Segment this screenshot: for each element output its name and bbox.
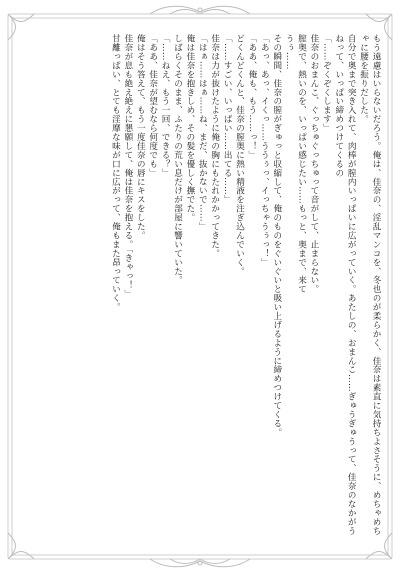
paragraph: 「……すごい、いっぱい……出てる……」: [222, 34, 233, 205]
paragraph: 自分で奥まで突き入れて、肉棒が膣内いっぱいに広がっていく。あたしの、おまんこ……ぎゅうぎゅうって、佳奈のなかがうねって、いっぱい締めつけてくるの: [333, 34, 357, 536]
paragraph: 俺は佳奈を抱きしめ、その髪を優しく撫でた。: [184, 34, 195, 222]
bottom-ornament: [150, 559, 250, 567]
paragraph: 「ああ、俺も、もう……っ！」: [246, 34, 257, 160]
paragraph: 「……ぞくぞくします」: [321, 34, 332, 133]
paragraph: 佳奈のおまんこ、ぐっちゅぐっちゅって音がして、止まらない。: [308, 34, 319, 294]
top-ornament: [150, 6, 250, 14]
paragraph: うぅ……: [284, 34, 295, 70]
paragraph: 俺はそう答えて、もう一度佳奈の唇にキスをした。: [135, 34, 146, 240]
paragraph: その瞬間、佳奈の膣がぎゅっと収縮して、俺のものをぐいぐいと吸い上げるように締めつけてくる。: [271, 34, 282, 437]
paragraph: 「……ねえ、もう一回、できる？」: [160, 34, 171, 178]
paragraph: 膣奥で、熱いのを、いっぱい感じたい……もっと、奥まで、来て: [296, 34, 307, 294]
paragraph: 「あっ、あっ、イくっ……ううぅっ、イっちゃうぅっ！」: [259, 34, 270, 267]
paragraph: 佳奈が息も絶え絶えに懇願して、俺は佳奈を抱える。「きゃっ！」: [122, 34, 133, 299]
paragraph: 「はぁ……はぁ……ね、まだ、抜かないで……」: [197, 34, 208, 231]
paragraph: もう遠慮はいらないだろう。俺は、佳奈の、淫乱マンコを、冬也のが柔らかく、佳奈は素直に気持ちよさそうに、めちゃめちゃに腰を振りだした。: [358, 34, 381, 536]
paragraph: しばらくそのまま、ふたりの荒い息だけが部屋に響いていた。: [172, 34, 183, 285]
vertical-text-body: [18, 34, 382, 540]
paragraph: どくんどくんと、佳奈の膣奥に熱い精液を注ぎ込んでいく。: [234, 34, 245, 276]
paragraph: 「ああ、佳奈が望むなら何度でも」: [147, 34, 158, 178]
paragraph: 甘離っぱい、とても淫靡な味が口に広がって、俺もまた昂っていく。: [110, 34, 121, 312]
paragraph: 佳奈は力が抜けたように俺の胸にもたれかかってきた。: [209, 34, 220, 258]
